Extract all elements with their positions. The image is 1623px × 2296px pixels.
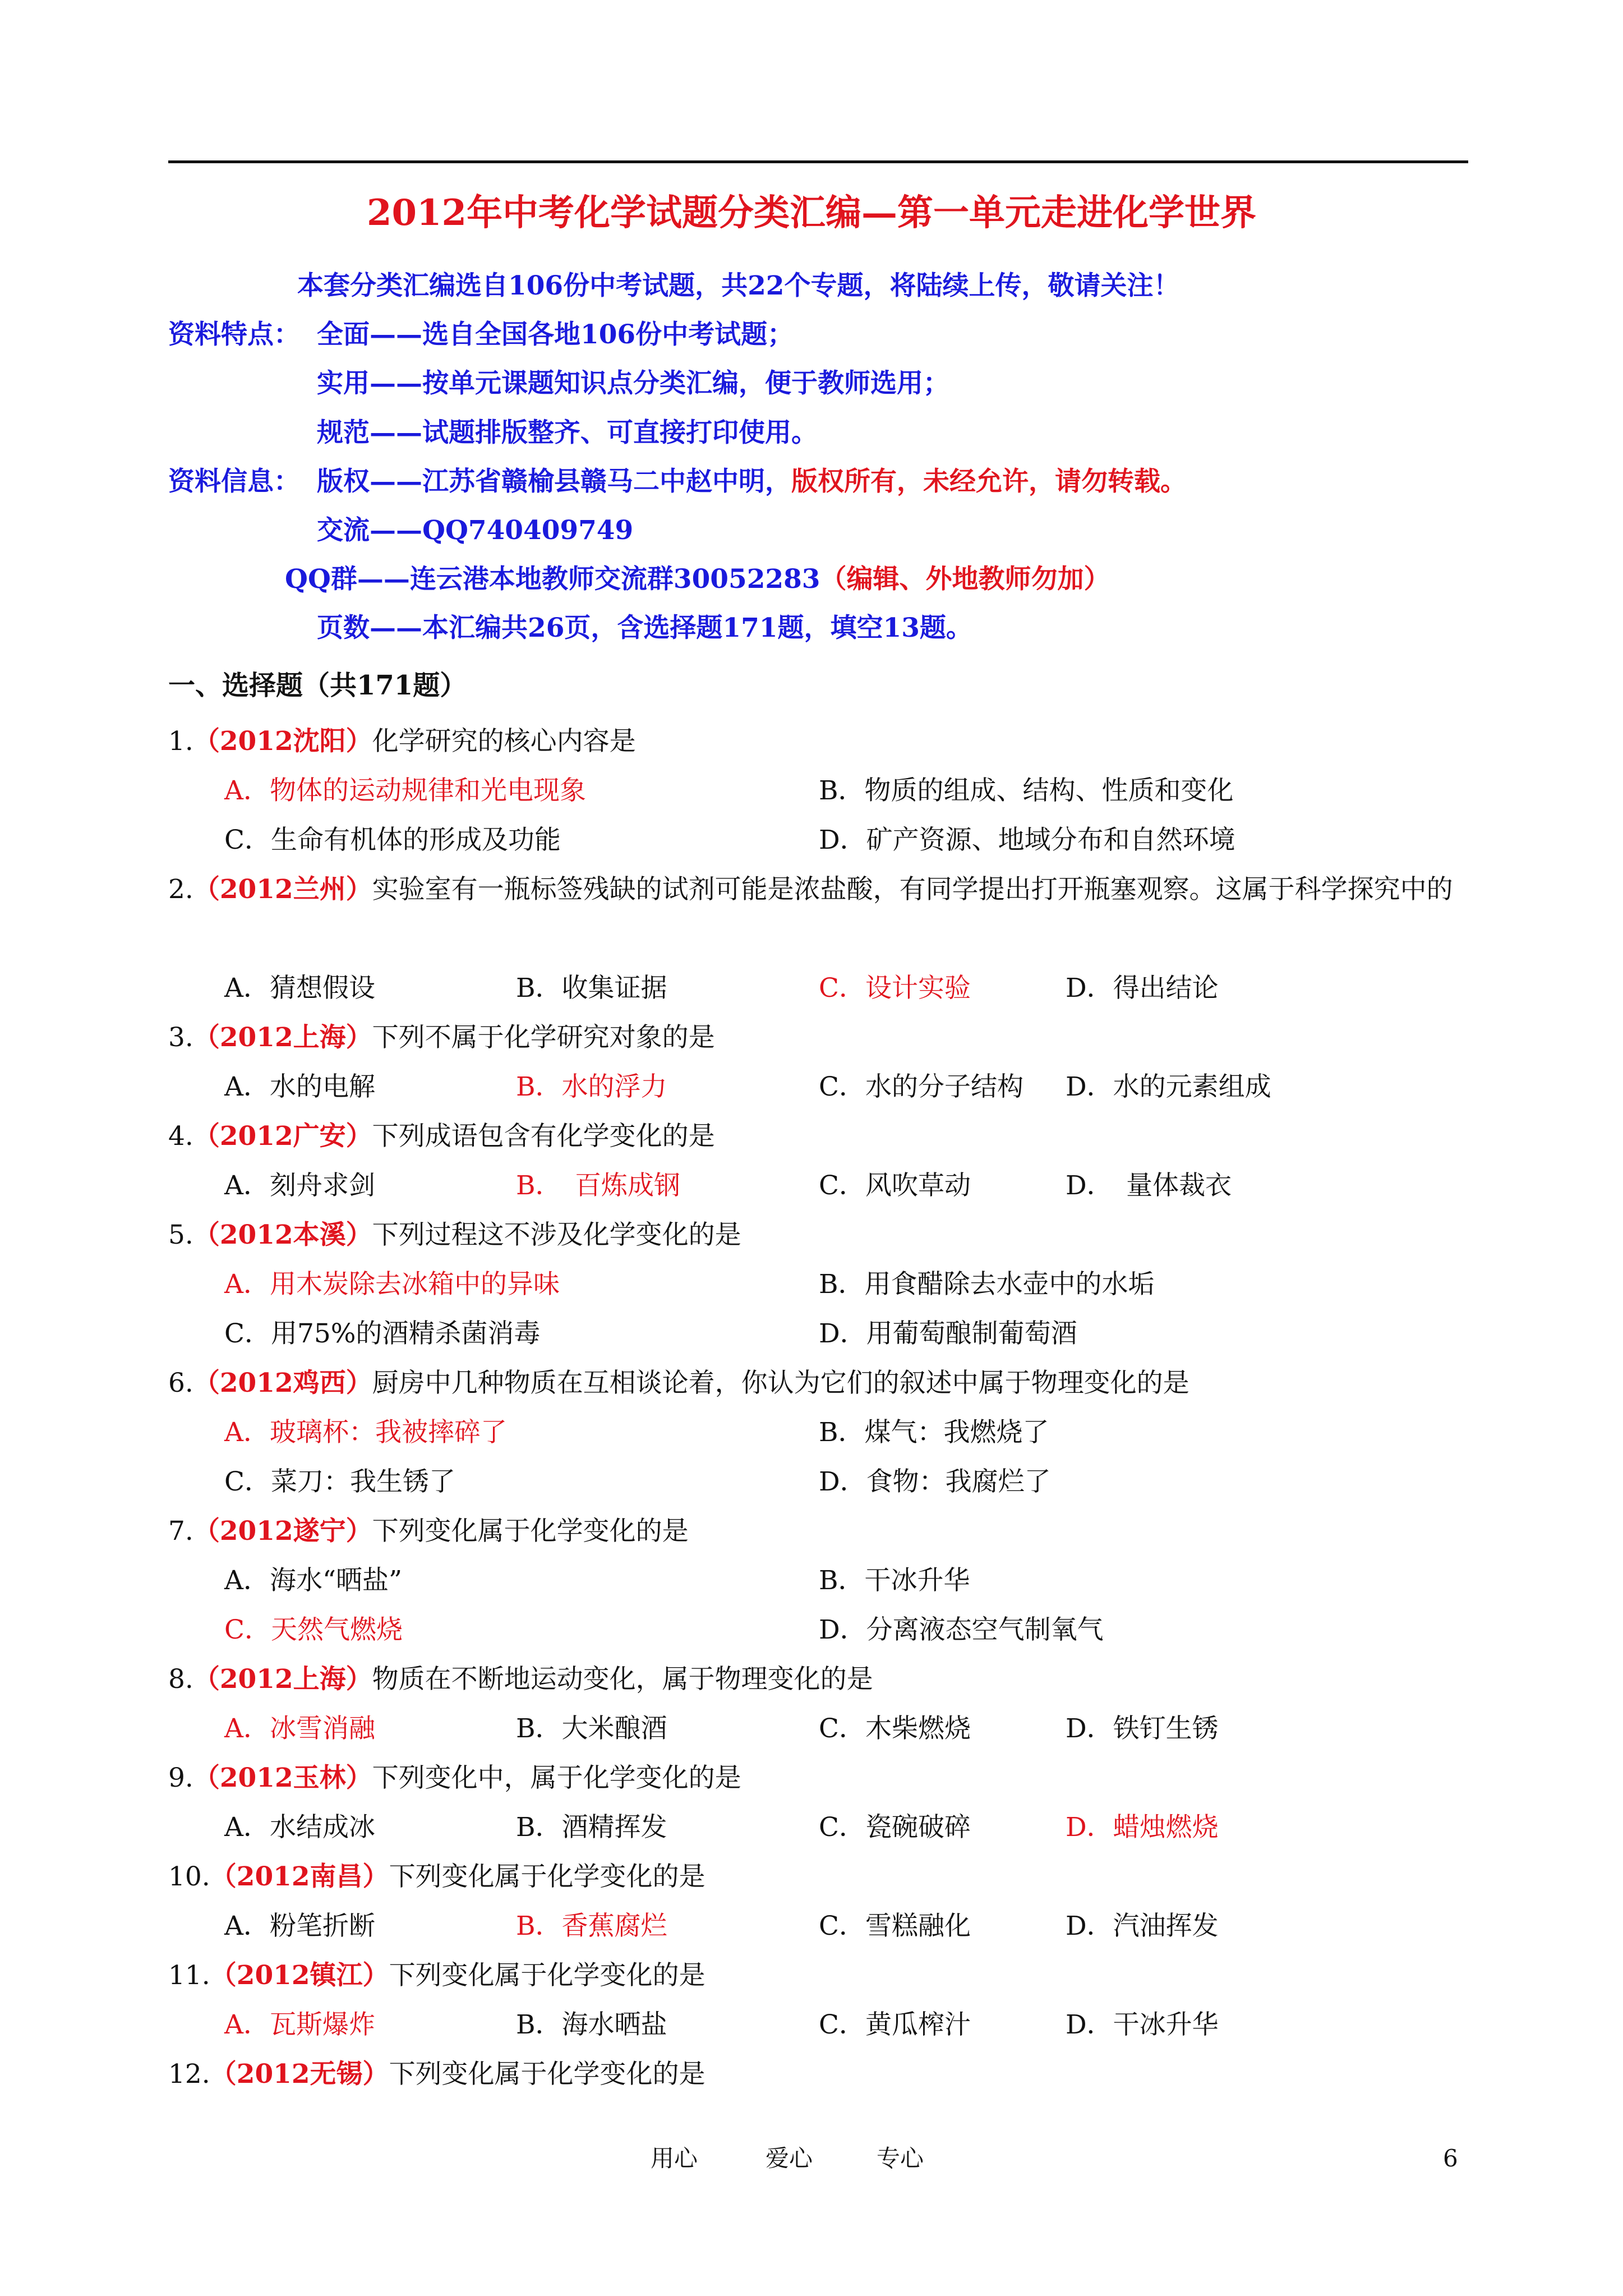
question-6 (168, 1359, 1468, 1408)
question-1-option-c: C．生命有机体的形成及功能 (224, 825, 561, 855)
question-9-option-d: D．蜡烛燃烧 (1066, 1812, 1219, 1843)
question-7-option-c: C．天然气燃烧 (224, 1614, 403, 1645)
question-text: 下列过程这不涉及化学变化的是 (372, 1220, 741, 1250)
question-11-option-c: C．黄瓜榨汁 (819, 2009, 971, 2040)
question-2 (168, 865, 1468, 914)
question-source: （2012南昌） (210, 1861, 389, 1892)
feature-3: 规范——试题排版整齐、可直接打印使用。 (317, 417, 818, 448)
contact-line: 交流——QQ740409749 (317, 515, 634, 546)
question-text: 下列变化中，属于化学变化的是 (372, 1763, 741, 1793)
question-5-option-a: A．用木炭除去冰箱中的异味 (224, 1269, 560, 1300)
question-11-option-d: D．干冰升华 (1066, 2009, 1219, 2040)
question-3-option-b: B．水的浮力 (516, 1071, 667, 1102)
question-text: 化学研究的核心内容是 (372, 726, 636, 757)
question-source: （2012广安） (193, 1121, 372, 1152)
question-number: 10. (168, 1861, 210, 1892)
question-source: （2012本溪） (193, 1220, 372, 1250)
question-12 (168, 2050, 1468, 2099)
question-4-option-a: A．刻舟求剑 (224, 1170, 375, 1201)
page-number: 6 (1443, 2145, 1458, 2172)
intro-notice: 本套分类汇编选自106份中考试题，共22个专题，将陆续上传，敬请关注！ (297, 270, 1180, 301)
question-11-option-b: B．海水晒盐 (516, 2009, 667, 2040)
question-9-option-b: B．酒精挥发 (516, 1812, 667, 1843)
question-9-option-a: A．水结成冰 (224, 1812, 375, 1843)
question-text: 实验室有一瓶标签残缺的试剂可能是浓盐酸，有同学提出打开瓶塞观察。这属于科学探究中的 (372, 874, 1453, 905)
question-text: 下列变化属于化学变化的是 (389, 1861, 706, 1892)
question-text: 下列变化属于化学变化的是 (389, 1960, 706, 1991)
question-9-option-c: C．瓷碗破碎 (819, 1812, 971, 1843)
copyright-owner: 版权——江苏省赣榆县赣马二中赵中明， (317, 466, 791, 497)
question-text: 下列变化属于化学变化的是 (372, 1516, 689, 1547)
question-8 (168, 1655, 1468, 1704)
question-3-option-a: A．水的电解 (224, 1071, 375, 1102)
copyright-notice: 版权所有，未经允许，请勿转载。 (791, 466, 1187, 497)
question-number: 9. (168, 1763, 193, 1793)
question-10-option-a: A．粉笔折断 (224, 1911, 375, 1941)
question-number: 8. (168, 1664, 193, 1695)
question-8-option-a: A．冰雪消融 (224, 1713, 375, 1744)
question-text: 下列成语包含有化学变化的是 (372, 1121, 715, 1152)
question-number: 11. (168, 1960, 210, 1991)
question-7 (168, 1507, 1468, 1556)
question-text: 物质在不断地运动变化，属于物理变化的是 (372, 1664, 873, 1695)
question-source: （2012沈阳） (193, 726, 372, 757)
question-5-option-c: C．用75%的酒精杀菌消毒 (224, 1318, 541, 1349)
question-number: 4. (168, 1121, 193, 1152)
question-6-option-a: A．玻璃杯：我被摔碎了 (224, 1417, 507, 1448)
question-2-option-c: C．设计实验 (819, 973, 971, 1004)
question-6-option-c: C．菜刀：我生锈了 (224, 1466, 455, 1497)
question-10-option-d: D．汽油挥发 (1066, 1911, 1219, 1941)
question-8-option-d: D．铁钉生锈 (1066, 1713, 1219, 1744)
question-4-option-d: D． 量体裁衣 (1066, 1170, 1232, 1201)
pages-line: 页数——本汇编共26页，含选择题171题，填空13题。 (317, 613, 972, 643)
question-10-option-b: B．香蕉腐烂 (516, 1911, 667, 1941)
question-10-option-c: C．雪糕融化 (819, 1911, 971, 1941)
footer-word-2: 爱心 (766, 2145, 813, 2172)
question-1 (168, 717, 1468, 766)
question-number: 12. (168, 2059, 210, 2090)
section-title: 一、选择题（共171题） (168, 670, 467, 701)
question-source: （2012镇江） (210, 1960, 389, 1991)
question-10 (168, 1852, 1468, 1902)
question-number: 3. (168, 1022, 193, 1053)
header-rule (168, 160, 1468, 163)
question-number: 2. (168, 874, 193, 905)
question-4-option-c: C．风吹草动 (819, 1170, 971, 1201)
qq-group-note: （编辑、外地教师勿加） (820, 564, 1110, 595)
question-9 (168, 1754, 1468, 1803)
copyright-line (317, 464, 1187, 500)
question-2-option-a: A．猜想假设 (224, 973, 375, 1004)
question-8-option-b: B．大米酿酒 (516, 1713, 667, 1744)
question-5-option-b: B．用食醋除去水壶中的水垢 (819, 1269, 1155, 1300)
question-3-option-c: C．水的分子结构 (819, 1071, 1023, 1102)
question-8-option-c: C．木柴燃烧 (819, 1713, 971, 1744)
question-3-option-d: D．水的元素组成 (1066, 1071, 1271, 1102)
info-label: 资料信息： (168, 466, 300, 497)
question-number: 6. (168, 1368, 193, 1398)
qq-group-line (285, 562, 1110, 597)
question-source: （2012无锡） (210, 2059, 389, 2090)
footer-word-1: 用心 (651, 2145, 698, 2172)
question-3 (168, 1013, 1468, 1062)
question-2-option-d: D．得出结论 (1066, 973, 1219, 1004)
question-11-option-a: A．瓦斯爆炸 (224, 2009, 375, 2040)
question-1-option-a: A．物体的运动规律和光电现象 (224, 775, 586, 806)
question-source: （2012遂宁） (193, 1516, 372, 1547)
question-text: 厨房中几种物质在互相谈论着，你认为它们的叙述中属于物理变化的是 (372, 1368, 1189, 1398)
page-title: 2012年中考化学试题分类汇编—第一单元走进化学世界 (366, 192, 1257, 234)
question-5 (168, 1211, 1468, 1260)
question-4 (168, 1112, 1468, 1161)
question-source: （2012鸡西） (193, 1368, 372, 1398)
question-source: （2012兰州） (193, 874, 372, 905)
qq-group: QQ群——连云港本地教师交流群30052283 (285, 564, 820, 595)
question-number: 5. (168, 1220, 193, 1250)
question-text: 下列变化属于化学变化的是 (389, 2059, 706, 2090)
question-1-option-d: D．矿产资源、地域分布和自然环境 (819, 825, 1235, 855)
question-source: （2012上海） (193, 1022, 372, 1053)
question-source: （2012上海） (193, 1664, 372, 1695)
question-6-option-b: B．煤气：我燃烧了 (819, 1417, 1049, 1448)
question-number: 7. (168, 1516, 193, 1547)
features-label: 资料特点： (168, 319, 300, 350)
question-2-option-b: B．收集证据 (516, 973, 667, 1004)
feature-2: 实用——按单元课题知识点分类汇编，便于教师选用； (317, 368, 949, 399)
question-1-option-b: B．物质的组成、结构、性质和变化 (819, 775, 1234, 806)
question-number: 1. (168, 726, 193, 757)
question-7-option-b: B．干冰升华 (819, 1565, 970, 1596)
question-5-option-d: D．用葡萄酿制葡萄酒 (819, 1318, 1077, 1349)
question-11 (168, 1951, 1468, 2000)
question-source: （2012玉林） (193, 1763, 372, 1793)
footer-word-3: 专心 (877, 2145, 924, 2172)
question-7-option-a: A．海水“晒盐” (224, 1565, 402, 1596)
feature-1: 全面——选自全国各地106份中考试题； (317, 319, 794, 350)
question-text: 下列不属于化学研究对象的是 (372, 1022, 715, 1053)
question-7-option-d: D．分离液态空气制氧气 (819, 1614, 1104, 1645)
question-4-option-b: B． 百炼成钢 (516, 1170, 681, 1201)
question-6-option-d: D．食物：我腐烂了 (819, 1466, 1051, 1497)
